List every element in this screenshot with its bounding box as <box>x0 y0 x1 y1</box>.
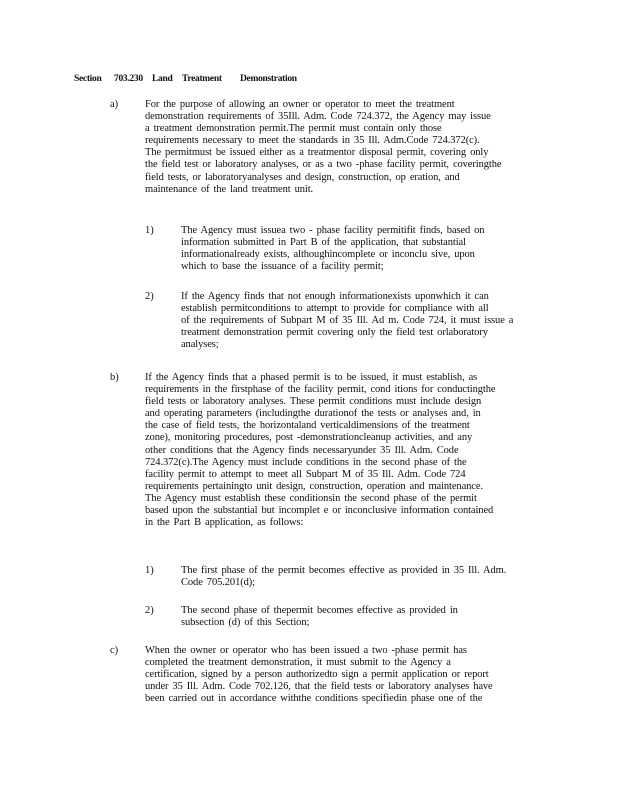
subsection-a-text <box>145 99 545 196</box>
item-a2-label: 2) <box>145 291 154 302</box>
text-line: requirements necessary to meet the standards in 35 Ill. Adm.Code 724.372(c). <box>145 135 480 147</box>
heading-section-number: 703.230 <box>114 74 143 84</box>
text-line: completed the treatment demonstration, it must submit to the Agency a <box>145 657 451 669</box>
text-line: The second phase of thepermit becomes effective as provided in <box>181 605 458 616</box>
text-line: field tests or laboratory analyses. These permit conditions must include design <box>145 396 482 408</box>
text-line: analyses; <box>181 339 219 351</box>
subsection-b-text <box>145 372 545 529</box>
text-line: requirements in the firstphase of the facility permit, cond itions for conductingthe <box>145 384 496 396</box>
subsection-a-label: a) <box>110 99 119 110</box>
text-line: based upon the substantial but incomplet e or inconclusive information contained <box>145 505 494 517</box>
text-line: certification, signed by a person authorizedto sign a permit application or report <box>145 669 489 681</box>
item-a1-text <box>181 225 561 273</box>
text-line: If the Agency finds that not enough informationexists uponwhich it can <box>181 291 489 302</box>
item-b2-label: 2) <box>145 605 154 616</box>
text-line: The Agency must establish these conditionsin the second phase of the permit <box>145 492 477 504</box>
text-line: in the Part B application, as follows: <box>145 517 304 529</box>
item-a2-text <box>181 291 561 351</box>
text-line: establish permitconditions to attempt to provide for compliance with all <box>181 303 489 315</box>
text-line: zone), monitoring procedures, post -demonstrationcleanup activities, and any <box>145 432 473 444</box>
text-line: The first phase of the permit becomes effective as provided in 35 Ill. Adm. <box>181 565 507 576</box>
item-a1-label: 1) <box>145 225 154 236</box>
text-line: under 35 Ill. Adm. Code 702.126, that the field tests or laboratory analyses have <box>145 681 493 693</box>
text-line: and operating parameters (includingthe durationof the tests or analyses and, in <box>145 408 481 420</box>
text-line: Code 705.201(d); <box>181 577 255 589</box>
subsection-b-label: b) <box>110 372 119 383</box>
section-heading <box>74 74 297 84</box>
item-b2-text <box>181 605 561 629</box>
heading-title-demonstration: Demonstration <box>240 74 297 84</box>
subsection-c-text <box>145 645 545 705</box>
text-line: maintenance of the land treatment unit. <box>145 183 314 195</box>
text-line: demonstration requirements of 35Ill. Adm. Code 724.372, the Agency may issue <box>145 111 491 123</box>
heading-section-word: Section <box>74 74 102 84</box>
item-b1-text <box>181 565 561 589</box>
item-b1-label: 1) <box>145 565 154 576</box>
text-line: the field test or laboratory analyses, or as a two -phase facility permit, coveringthe <box>145 159 502 171</box>
subsection-c-label: c) <box>110 645 119 656</box>
heading-title-land: Land <box>152 74 173 84</box>
text-line: For the purpose of allowing an owner or operator to meet the treatment <box>145 99 455 110</box>
text-line: facility permit to attempt to meet all Subpart M of 35 Ill. Adm. Code 724 <box>145 468 466 480</box>
text-line: requirements pertainingto unit design, construction, operation and maintenance. <box>145 480 483 492</box>
text-line: the case of field tests, the horizontaland verticaldimensions of the treatment <box>145 420 470 432</box>
text-line: other conditions that the Agency finds necessaryunder 35 Ill. Adm. Code <box>145 444 459 456</box>
text-line: field tests, or laboratoryanalyses and design, construction, op eration, and <box>145 171 460 183</box>
text-line: When the owner or operator who has been issued a two -phase permit has <box>145 645 467 656</box>
text-line: 724.372(c).The Agency must include conditions in the second phase of the <box>145 456 467 468</box>
text-line: The Agency must issuea two - phase facility permitifit finds, based on <box>181 225 485 236</box>
heading-title-treatment: Treatment <box>182 74 222 84</box>
text-line: information submitted in Part B of the application, that substantial <box>181 237 466 249</box>
text-line: subsection (d) of this Section; <box>181 617 310 629</box>
text-line: informationalready exists, althoughincomplete or inconclu sive, upon <box>181 249 475 261</box>
text-line: of the requirements of Subpart M of 35 Ill. Ad m. Code 724, it must issue a <box>181 315 514 327</box>
text-line: The permitmust be issued either as a treatmentor disposal permit, covering only <box>145 147 489 159</box>
text-line: If the Agency finds that a phased permit is to be issued, it must establish, as <box>145 372 478 383</box>
text-line: which to base the issuance of a facility permit; <box>181 261 384 273</box>
text-line: been carried out in accordance withthe conditions specifiedin phase one of the <box>145 693 483 705</box>
text-line: a treatment demonstration permit.The permit must contain only those <box>145 123 442 135</box>
text-line: treatment demonstration permit covering only the field test orlaboratory <box>181 327 488 339</box>
